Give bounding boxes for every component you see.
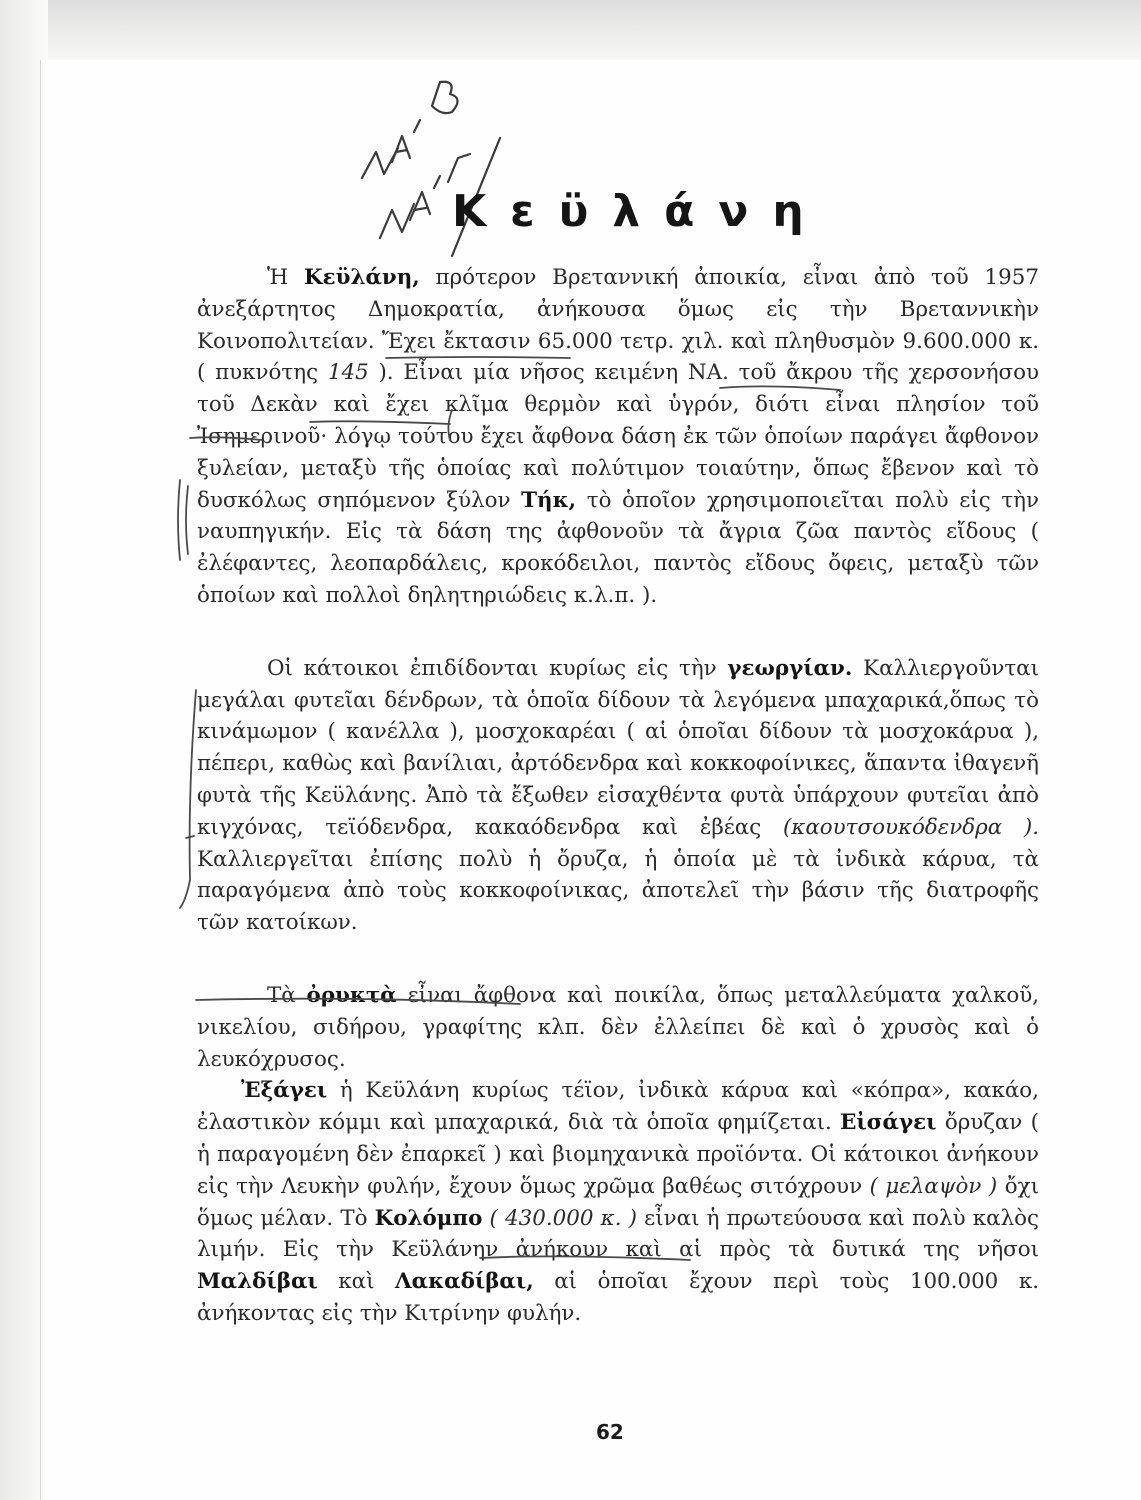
text-segment: Κολόμπο bbox=[374, 1205, 483, 1231]
paragraph-ceylon-overview bbox=[197, 262, 1039, 612]
paragraph-agriculture bbox=[197, 653, 1039, 939]
text-segment: τὸ ὁποῖον χρησιμοποιεῖται πολὺ εἰς τὴν ναυπηγικήν. Εἰς τὰ δάση της ἀφθονοῦν τὰ ἄγρια ζῶα παντὸς εἴδους ( ἐλέφαντες, λεοπαρδάλεις, κροκόδειλοι, παντὸς εἴδους ὄφεις, μεταξὺ τῶν ὁποίων καὶ πολλοὶ δηλητηριώδεις κ.λ.π. ). bbox=[197, 487, 1039, 608]
text-segment: Οἱ κάτοικοι ἐπιδίδονται κυρίως εἰς τὴν bbox=[267, 655, 728, 681]
paragraph-minerals bbox=[197, 980, 1039, 1075]
text-segment: Κεϋλάνη, bbox=[304, 265, 420, 290]
text-segment bbox=[482, 1206, 489, 1231]
text-segment: Τήκ, bbox=[521, 487, 577, 513]
text-segment: ὄχι ὅμως μέλαν. Τὸ bbox=[197, 1173, 1039, 1231]
text-segment: Ἡ bbox=[267, 265, 305, 290]
text-segment: ( 430.000 κ. ) bbox=[489, 1205, 638, 1231]
text-segment: Λακαδίβαι, bbox=[395, 1269, 534, 1295]
text-segment: ὄρυζαν ( ἡ παραγομένη δὲν ἐπαρκεῖ ) καὶ βιομηχανικὰ προϊόντα. Οἱ κάτοικοι ἀνήκουν εἰς τὴν Λευκὴν φυλήν, ἔχουν ὅμως χρῶμα βαθέως σιτόχρουν bbox=[197, 1110, 1039, 1199]
text-segment: Μαλδίβαι bbox=[197, 1269, 318, 1295]
text-segment: 145 bbox=[327, 360, 369, 386]
text-segment: Ἐξάγει bbox=[241, 1078, 328, 1104]
text-segment: ). Εἶναι μία νῆσος κειμένη ΝΑ. τοῦ ἄκρου τῆς χερσονήσου τοῦ Δεκὰν καὶ ἔχει κλῖμα θερμὸν καὶ ὑγρόν, διότι εἶναι πλησίον τοῦ Ἰσημερινοῦ· λόγῳ τούτου ἔχει ἄφθονα δάση ἐκ τῶν ὁποίων παράγει ἄφθονον ξυλείαν, μεταξὺ τῆς ὁποίας καὶ πολύτιμον τοιαύτην, ὅπως ἔβενον καὶ τὸ δυσκόλως σηπόμενον ξύλον bbox=[197, 360, 1039, 513]
paragraph-trade bbox=[197, 1075, 1039, 1329]
body-text bbox=[197, 262, 1039, 1330]
text-segment: αἱ ὁποῖαι ἔχουν περὶ τοὺς 100.000 κ. ἀνήκοντας εἰς τὴν Κιτρίνην φυλήν. bbox=[197, 1269, 1039, 1326]
text-segment: Καλλιεργεῖται ἐπίσης πολὺ ἡ ὄρυζα, ἡ ὁποία μὲ τὰ ἰνδικὰ κάρυα, τὰ παραγόμενα ἀπὸ τοὺς κοκκοφοίνικας, ἀποτελεῖ τὴν βάσιν τῆς διατροφῆς τῶν κατοίκων. bbox=[197, 846, 1039, 936]
text-segment: Εἰσάγει bbox=[840, 1110, 937, 1136]
text-segment: εἶναι ἡ πρωτεύουσα καὶ πολὺ καλὸς λιμήν. Εἰς τὴν Κεϋλάνην ἀνήκουν καὶ αἱ πρὸς τὰ δυτικά της νῆσοι bbox=[197, 1205, 1039, 1263]
text-segment: γεωργίαν. bbox=[727, 655, 853, 681]
page-title: Κεϋλάνη bbox=[452, 186, 828, 237]
text-segment: ( μελαψὸν ) bbox=[869, 1173, 998, 1199]
text-segment: ἡ Κεϋλάνη κυρίως τέϊον, ἰνδικὰ κάρυα καὶ «κόπρα», κακάο, ἐλαστικὸν κόμμι καὶ μπαχαρικά, διὰ τὰ ὁποῖα φημίζεται. bbox=[197, 1078, 1039, 1136]
text-segment: εἶναι ἄφθονα καὶ ποικίλα, ὅπως μεταλλεύματα χαλκοῦ, νικελίου, σιδήρου, γραφίτης κλπ. δὲν ἐλλείπει δὲ καὶ ὁ χρυσὸς καὶ ὁ λευκόχρυσος. bbox=[197, 982, 1040, 1072]
text-segment: καὶ bbox=[317, 1269, 396, 1295]
text-segment: Καλλιεργοῦνται μεγάλαι φυτεῖαι δένδρων, τὰ ὁποῖα δίδουν τὰ λεγόμενα μπαχαρικά,ὅπως τὸ κινάμωμον ( κανέλλα ), μοσχοκαρέαι ( αἱ ὁποῖαι δίδουν τὰ μοσχοκάρυα ), πέπερι, καθὼς καὶ βανίλιαι, ἀρτόδενδρα καὶ κοκκοφοίνικες, ἅπαντα ἰθαγενῆ φυτὰ τῆς Κεϋλάνης. Ἀπὸ τὰ ἔξωθεν εἰσαχθέντα φυτὰ ὑπάρχουν φυτεῖαι ἀπὸ κιγχόνας, τεϊόδενδρα, κακαόδενδρα καὶ ἐβέας bbox=[197, 655, 1040, 840]
text-segment: ὀρυκτὰ bbox=[306, 982, 397, 1008]
page-number: 62 bbox=[596, 1420, 624, 1444]
text-segment: πρότερον Βρεταννική ἀποικία, εἶναι ἀπὸ τοῦ 1957 ἀνεξάρτητος Δημοκρατία, ἀνήκουσα ὅμως εἰς τὴν Βρεταννικὴν Κοινοπολιτείαν. Ἔχει ἔκτασιν 65.000 τετρ. χιλ. καὶ πληθυσμὸν 9.600.000 κ. ( πυκνότης bbox=[197, 265, 1039, 386]
text-segment: Τὰ bbox=[267, 982, 307, 1008]
text-segment: (καουτσουκόδενδρα ). bbox=[782, 814, 1039, 840]
